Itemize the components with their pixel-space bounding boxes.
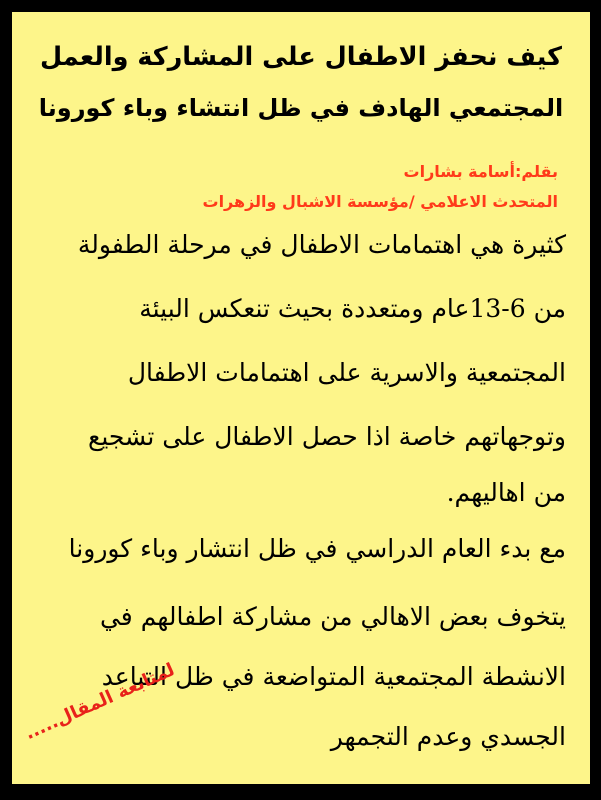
body-line-9: الجسدي وعدم التجمهر	[330, 722, 566, 751]
body-line-1: كثيرة هي اهتمامات الاطفال في مرحلة الطفولة	[77, 230, 566, 259]
continue-reading-note: لمتابعة المقال.....	[21, 659, 178, 745]
body-line-8: الانشطة المجتمعية المتواضعة في ظل التباعد	[101, 662, 566, 691]
body-line-3: المجتمعية والاسرية على اهتمامات الاطفال	[127, 358, 566, 387]
body-line-5: من اهاليهم.	[446, 478, 566, 507]
article-title-line-2: المجتمعي الهادف في ظل انتشاء وباء كورونا	[38, 94, 564, 122]
article-title-line-1: كيف نحفز الاطفال على المشاركة والعمل	[40, 42, 562, 72]
body-line-2: من 6-13عام ومتعددة بحيث تنعكس البيئة	[139, 294, 566, 323]
author-byline: بقلم:أسامة بشارات	[403, 162, 558, 181]
article-card	[12, 12, 590, 784]
author-role: المتحدث الاعلامي /مؤسسة الاشبال والزهرات	[202, 192, 558, 211]
body-line-7: يتخوف بعض الاهالي من مشاركة اطفالهم في	[99, 602, 566, 631]
body-line-4: وتوجهاتهم خاصة اذا حصل الاطفال على تشجيع	[88, 422, 566, 451]
body-line-6: مع بدء العام الدراسي في ظل انتشار وباء كورونا	[68, 534, 566, 563]
